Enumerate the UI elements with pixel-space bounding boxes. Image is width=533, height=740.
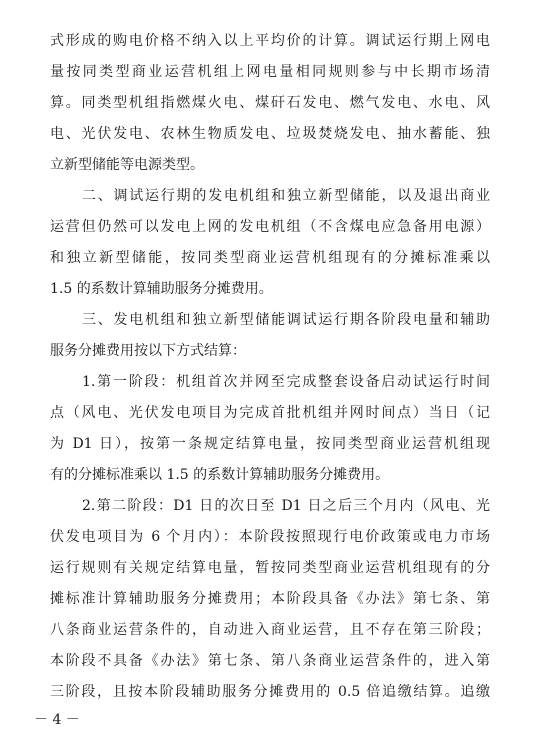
text-line: 运行规则有关规定结算电量，暂按同类型商业运营机组现有的分: [50, 560, 490, 576]
text-line: 式形成的购电价格不纳入以上平均价的计算。调试运行期上网电: [50, 33, 490, 49]
text-line: 为 D1 日），按第一条规定结算电量，按同类型商业运营机组现: [50, 436, 490, 452]
text-line: 和独立新型储能，按同类型商业运营机组现有的分摊标准乘以: [50, 250, 490, 266]
text-line: 运营但仍然可以发电上网的发电机组（不含煤电应急备用电源）: [50, 219, 490, 235]
text-line: 量按同类型商业运营机组上网电量相同规则参与中长期市场清: [50, 64, 490, 80]
text-line: 伏发电项目为 6 个月内）：本阶段按照现行电价政策或电力市场: [50, 529, 490, 545]
text-line: 有的分摊标准乘以 1.5 的系数计算辅助服务分摊费用。: [50, 467, 390, 483]
text-line: 本阶段不具备《办法》第七条、第八条商业运营条件的，进入第: [50, 653, 490, 669]
text-line: 算。同类型机组指燃煤火电、煤矸石发电、燃气发电、水电、风: [50, 95, 490, 111]
page-number: － 4 －: [34, 712, 80, 728]
paragraph-start: 2.第二阶段：D1 日的次日至 D1 日之后三个月内（风电、光: [82, 498, 490, 514]
paragraph-start: 1.第一阶段：机组首次并网至完成整套设备启动试运行时间: [82, 374, 490, 390]
text-line: 摊标准计算辅助服务分摊费用；本阶段具备《办法》第七条、第: [50, 591, 490, 607]
paragraph-start: 二、调试运行期的发电机组和独立新型储能，以及退出商业: [82, 188, 490, 204]
text-line: 电、光伏发电、农林生物质发电、垃圾焚烧发电、抽水蓄能、独: [50, 126, 490, 142]
text-line: 立新型储能等电源类型。: [50, 157, 204, 173]
paragraph-start: 三、发电机组和独立新型储能调试运行期各阶段电量和辅助: [82, 312, 490, 328]
text-line: 服务分摊费用按以下方式结算：: [50, 343, 246, 359]
text-line: 1.5 的系数计算辅助服务分摊费用。: [50, 281, 273, 297]
text-line: 点（风电、光伏发电项目为完成首批机组并网时间点）当日（记: [50, 405, 490, 421]
text-line: 八条商业运营条件的，自动进入商业运营，且不存在第三阶段；: [50, 622, 490, 638]
text-line: 三阶段，且按本阶段辅助服务分摊费用的 0.5 倍追缴结算。追缴: [50, 684, 490, 700]
